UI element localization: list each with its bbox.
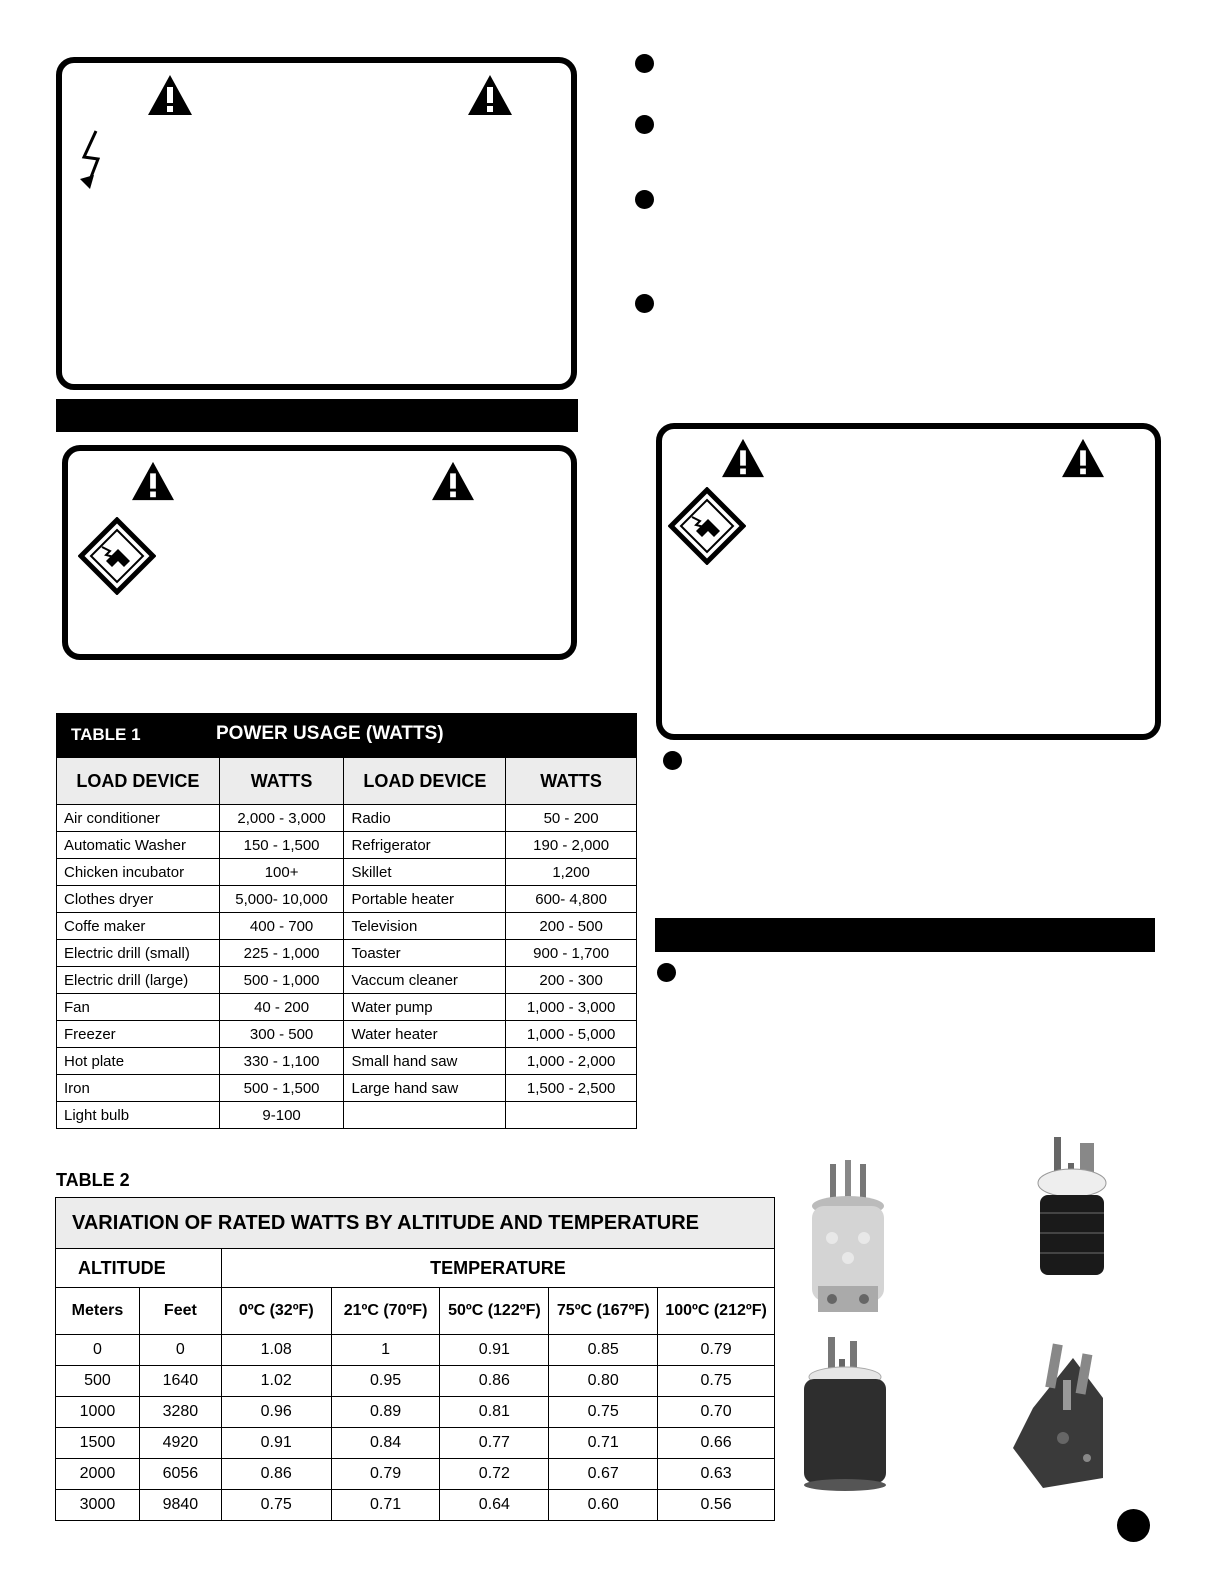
watts-cell: 50 - 200 (506, 805, 637, 832)
section-header-bar (655, 918, 1155, 952)
load-device-cell (344, 1102, 506, 1129)
warning-triangle-icon (430, 460, 476, 502)
factor-cell: 0.96 (221, 1397, 331, 1428)
altitude-cell: 9840 (139, 1490, 221, 1521)
factor-cell: 1 (331, 1335, 440, 1366)
column-header: 0ºC (32ºF) (221, 1288, 331, 1335)
watts-cell: 100+ (219, 859, 344, 886)
column-header: 50ºC (122ºF) (440, 1288, 549, 1335)
plug-photo-black-twist (1032, 1133, 1112, 1293)
table-row (56, 1490, 775, 1521)
altitude-temperature-table (55, 1197, 775, 1521)
table-row (57, 940, 637, 967)
factor-cell: 0.75 (658, 1366, 775, 1397)
watts-cell: 190 - 2,000 (506, 832, 637, 859)
electric-shock-hand-icon (668, 487, 746, 565)
load-device-cell: Clothes dryer (57, 886, 220, 913)
table-row (56, 1335, 775, 1366)
load-device-cell: Small hand saw (344, 1048, 506, 1075)
watts-cell: 200 - 300 (506, 967, 637, 994)
factor-cell: 0.86 (221, 1459, 331, 1490)
factor-cell: 0.81 (440, 1397, 549, 1428)
altitude-cell: 3000 (56, 1490, 140, 1521)
warning-box-top-left (56, 57, 577, 390)
altitude-cell: 6056 (139, 1459, 221, 1490)
load-device-cell: Water pump (344, 994, 506, 1021)
warning-box-right (656, 423, 1161, 740)
table-row (57, 859, 637, 886)
table-row (56, 1459, 775, 1490)
factor-cell: 0.75 (549, 1397, 658, 1428)
altitude-cell: 0 (139, 1335, 221, 1366)
factor-cell: 0.67 (549, 1459, 658, 1490)
watts-cell: 500 - 1,000 (219, 967, 344, 994)
factor-cell: 1.08 (221, 1335, 331, 1366)
power-usage-table (56, 757, 637, 1129)
load-device-cell: Fan (57, 994, 220, 1021)
load-device-cell: Toaster (344, 940, 506, 967)
column-header: 100ºC (212ºF) (658, 1288, 775, 1335)
watts-cell: 40 - 200 (219, 994, 344, 1021)
load-device-cell: Water heater (344, 1021, 506, 1048)
watts-cell: 1,500 - 2,500 (506, 1075, 637, 1102)
bullet-dot-icon (657, 963, 676, 982)
column-header: 75ºC (167ºF) (549, 1288, 658, 1335)
load-device-cell: Automatic Washer (57, 832, 220, 859)
column-header: 21ºC (70ºF) (331, 1288, 440, 1335)
factor-cell: 0.85 (549, 1335, 658, 1366)
warning-triangle-icon (720, 437, 766, 479)
altitude-cell: 1500 (56, 1428, 140, 1459)
watts-cell: 1,000 - 3,000 (506, 994, 637, 1021)
altitude-cell: 500 (56, 1366, 140, 1397)
table1-title: POWER USAGE (WATTS) (216, 723, 444, 744)
table-row (57, 1102, 637, 1129)
load-device-cell: Light bulb (57, 1102, 220, 1129)
factor-cell: 0.71 (331, 1490, 440, 1521)
table-row (57, 1021, 637, 1048)
watts-cell: 9-100 (219, 1102, 344, 1129)
table-row (56, 1428, 775, 1459)
altitude-cell: 0 (56, 1335, 140, 1366)
lightning-bolt-icon (76, 129, 110, 191)
warning-triangle-icon (146, 73, 194, 117)
factor-cell: 0.56 (658, 1490, 775, 1521)
table-row (57, 994, 637, 1021)
table-header-row (56, 1288, 775, 1335)
bullet-dot-icon (635, 54, 654, 73)
load-device-cell: Television (344, 913, 506, 940)
load-device-cell: Electric drill (small) (57, 940, 220, 967)
factor-cell: 0.66 (658, 1428, 775, 1459)
factor-cell: 0.63 (658, 1459, 775, 1490)
column-header: WATTS (219, 758, 344, 805)
factor-cell: 0.86 (440, 1366, 549, 1397)
watts-cell: 2,000 - 3,000 (219, 805, 344, 832)
table-row (57, 832, 637, 859)
bullet-dot-icon (635, 294, 654, 313)
page-number-circle (1117, 1509, 1150, 1542)
factor-cell: 0.60 (549, 1490, 658, 1521)
watts-cell: 1,000 - 2,000 (506, 1048, 637, 1075)
factor-cell: 0.84 (331, 1428, 440, 1459)
bullet-dot-icon (635, 115, 654, 134)
factor-cell: 0.75 (221, 1490, 331, 1521)
factor-cell: 0.89 (331, 1397, 440, 1428)
factor-cell: 0.77 (440, 1428, 549, 1459)
watts-cell: 5,000- 10,000 (219, 886, 344, 913)
watts-cell: 300 - 500 (219, 1021, 344, 1048)
warning-triangle-icon (1060, 437, 1106, 479)
watts-cell: 900 - 1,700 (506, 940, 637, 967)
electric-shock-hand-icon (78, 517, 156, 595)
warning-triangle-icon (130, 460, 176, 502)
table-header-row (57, 758, 637, 805)
table1-label: TABLE 1 (71, 725, 141, 744)
load-device-cell: Coffe maker (57, 913, 220, 940)
watts-cell: 150 - 1,500 (219, 832, 344, 859)
column-header: LOAD DEVICE (344, 758, 506, 805)
load-device-cell: Freezer (57, 1021, 220, 1048)
plug-photo-grey (808, 1158, 888, 1318)
watts-cell: 500 - 1,500 (219, 1075, 344, 1102)
warning-triangle-icon (466, 73, 514, 117)
table-row (57, 805, 637, 832)
load-device-cell: Electric drill (large) (57, 967, 220, 994)
plug-photo-angled (1003, 1338, 1113, 1498)
warning-box-middle-left (62, 445, 577, 660)
column-header: WATTS (506, 758, 637, 805)
temperature-header: TEMPERATURE (221, 1249, 774, 1288)
column-header: Meters (56, 1288, 140, 1335)
table1-title-bar (56, 713, 637, 757)
load-device-cell: Vaccum cleaner (344, 967, 506, 994)
watts-cell: 600- 4,800 (506, 886, 637, 913)
load-device-cell: Large hand saw (344, 1075, 506, 1102)
table-row (57, 913, 637, 940)
altitude-header: ALTITUDE (56, 1249, 222, 1288)
factor-cell: 1.02 (221, 1366, 331, 1397)
load-device-cell: Hot plate (57, 1048, 220, 1075)
watts-cell: 200 - 500 (506, 913, 637, 940)
altitude-cell: 3280 (139, 1397, 221, 1428)
factor-cell: 0.80 (549, 1366, 658, 1397)
load-device-cell: Chicken incubator (57, 859, 220, 886)
bullet-dot-icon (635, 190, 654, 209)
load-device-cell: Radio (344, 805, 506, 832)
table2-title: VARIATION OF RATED WATTS BY ALTITUDE AND TEMPERATURE (56, 1198, 775, 1249)
column-header: LOAD DEVICE (57, 758, 220, 805)
factor-cell: 0.79 (331, 1459, 440, 1490)
load-device-cell: Refrigerator (344, 832, 506, 859)
bullet-dot-icon (663, 751, 682, 770)
plug-photo-locking (800, 1335, 890, 1495)
section-header-bar (56, 399, 578, 432)
factor-cell: 0.64 (440, 1490, 549, 1521)
factor-cell: 0.91 (221, 1428, 331, 1459)
watts-cell (506, 1102, 637, 1129)
factor-cell: 0.72 (440, 1459, 549, 1490)
watts-cell: 330 - 1,100 (219, 1048, 344, 1075)
altitude-cell: 1000 (56, 1397, 140, 1428)
table-row (57, 1048, 637, 1075)
table2-label: TABLE 2 (56, 1170, 130, 1190)
factor-cell: 0.79 (658, 1335, 775, 1366)
column-header: Feet (139, 1288, 221, 1335)
table-title-row (56, 1198, 775, 1249)
load-device-cell: Skillet (344, 859, 506, 886)
table-row (57, 967, 637, 994)
factor-cell: 0.95 (331, 1366, 440, 1397)
watts-cell: 1,200 (506, 859, 637, 886)
altitude-cell: 4920 (139, 1428, 221, 1459)
table-row (57, 886, 637, 913)
watts-cell: 400 - 700 (219, 913, 344, 940)
table-row (57, 1075, 637, 1102)
altitude-cell: 1640 (139, 1366, 221, 1397)
altitude-cell: 2000 (56, 1459, 140, 1490)
factor-cell: 0.70 (658, 1397, 775, 1428)
load-device-cell: Iron (57, 1075, 220, 1102)
load-device-cell: Portable heater (344, 886, 506, 913)
watts-cell: 1,000 - 5,000 (506, 1021, 637, 1048)
table-row (56, 1397, 775, 1428)
load-device-cell: Air conditioner (57, 805, 220, 832)
table-row (56, 1366, 775, 1397)
table-group-row (56, 1249, 775, 1288)
watts-cell: 225 - 1,000 (219, 940, 344, 967)
factor-cell: 0.91 (440, 1335, 549, 1366)
factor-cell: 0.71 (549, 1428, 658, 1459)
